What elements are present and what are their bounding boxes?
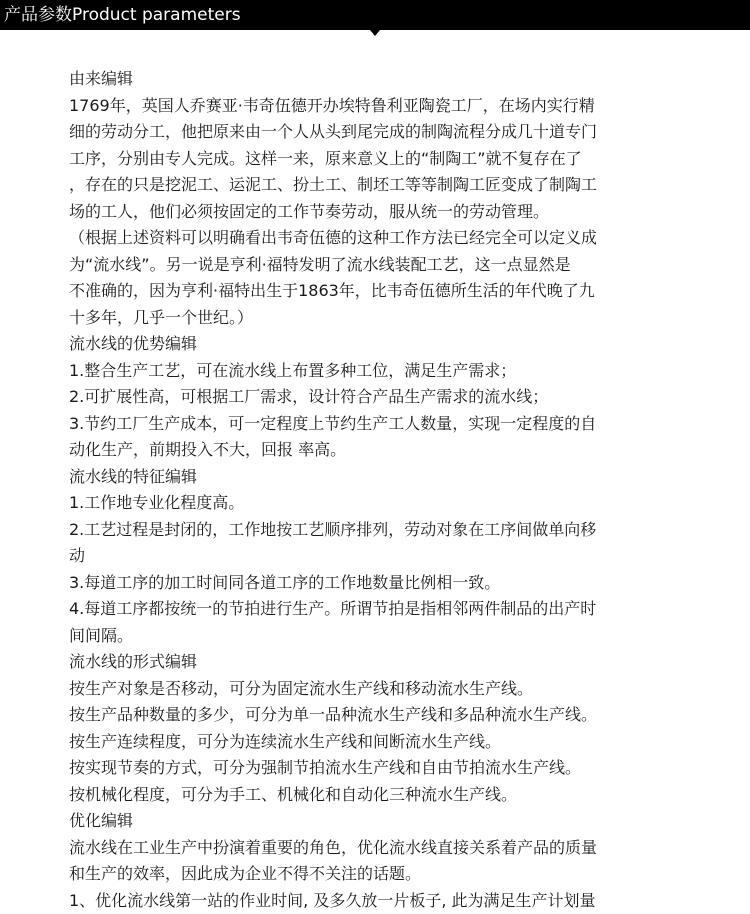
text-line: 3.每道工序的加工时间同各道工序的工作地数量比例相一致。 [69, 570, 684, 597]
text-line: 场的工人，他们必须按固定的工作节奏劳动，服从统一的劳动管理。 [69, 199, 684, 226]
section-heading: 流水线的特征编辑 [69, 464, 684, 491]
text-line: 按生产对象是否移动，可分为固定流水生产线和移动流水生产线。 [69, 676, 684, 703]
text-line: 流水线在工业生产中扮演着重要的角色，优化流水线直接关系着产品的质量 [69, 835, 684, 862]
text-line: 细的劳动分工，他把原来由一个人从头到尾完成的制陶流程分成几十道专门 [69, 119, 684, 146]
text-line: 2.可扩展性高，可根据工厂需求，设计符合产品生产需求的流水线； [69, 384, 684, 411]
text-line: 按生产品种数量的多少，可分为单一品种流水生产线和多品种流水生产线。 [69, 702, 684, 729]
text-line: 1.工作地专业化程度高。 [69, 490, 684, 517]
text-line: 不准确的，因为亨利·福特出生于1863年，比韦奇伍德所生活的年代晚了九 [69, 278, 684, 305]
section-heading: 优化编辑 [69, 808, 684, 835]
header-bar [0, 0, 750, 30]
text-line: 工序，分别由专人完成。这样一来，原来意义上的“制陶工”就不复存在了 [69, 146, 684, 173]
text-line: 按生产连续程度，可分为连续流水生产线和间断流水生产线。 [69, 729, 684, 756]
text-line: 1769年，英国人乔赛亚·韦奇伍德开办埃特鲁利亚陶瓷工厂，在场内实行精 [69, 93, 684, 120]
text-line: 按实现节奏的方式，可分为强制节拍流水生产线和自由节拍流水生产线。 [69, 755, 684, 782]
text-line: 2.工艺过程是封闭的，工作地按工艺顺序排列，劳动对象在工序间做单向移 [69, 517, 684, 544]
header-pointer-arrow-icon [370, 30, 380, 36]
text-line: ，存在的只是挖泥工、运泥工、扮土工、制坯工等等制陶工匠变成了制陶工 [69, 172, 684, 199]
text-line: 按机械化程度，可分为手工、机械化和自动化三种流水生产线。 [69, 782, 684, 809]
section-heading: 流水线的形式编辑 [69, 649, 684, 676]
text-line: 和生产的效率，因此成为企业不得不关注的话题。 [69, 861, 684, 888]
text-line: 十多年，几乎一个世纪。） [69, 305, 684, 332]
page-title: 产品参数Product parameters [4, 3, 241, 27]
text-line: 1.整合生产工艺，可在流水线上布置多种工位，满足生产需求； [69, 358, 684, 385]
text-line: 3.节约工厂生产成本，可一定程度上节约生产工人数量，实现一定程度的自 [69, 411, 684, 438]
text-line: 动 [69, 543, 684, 570]
text-line: 为“流水线”。另一说是亨利·福特发明了流水线装配工艺，这一点显然是 [69, 252, 684, 279]
text-line: 动化生产，前期投入不大，回报 率高。 [69, 437, 684, 464]
article-body [69, 66, 684, 914]
text-line: 1、优化流水线第一站的作业时间, 及多久放一片板子, 此为满足生产计划量 [69, 888, 684, 914]
text-line: 4.每道工序都按统一的节拍进行生产。所谓节拍是指相邻两件制品的出产时 [69, 596, 684, 623]
text-line: （根据上述资料可以明确看出韦奇伍德的这种工作方法已经完全可以定义成 [69, 225, 684, 252]
section-heading: 流水线的优势编辑 [69, 331, 684, 358]
section-heading: 由来编辑 [69, 66, 684, 93]
text-line: 间间隔。 [69, 623, 684, 650]
